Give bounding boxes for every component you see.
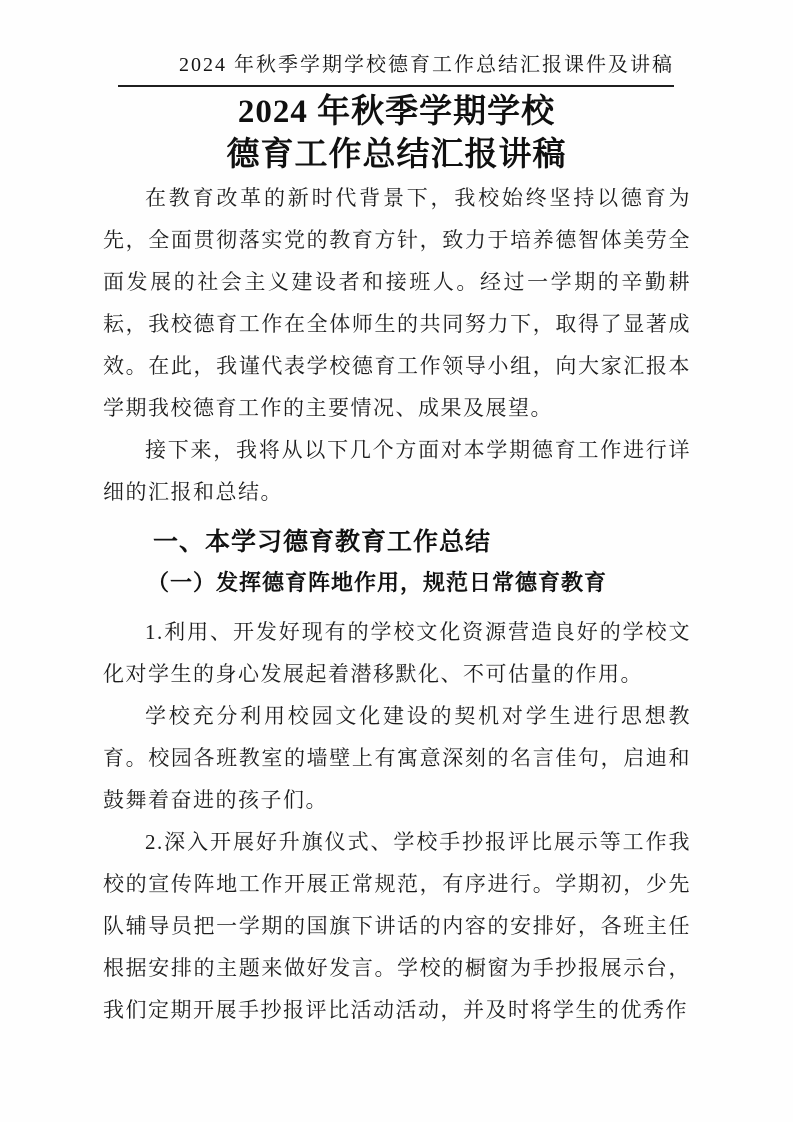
paragraph-item-2: 2.深入开展好升旗仪式、学校手抄报评比展示等工作我校的宣传阵地工作开展正常规范，有序进行。学期初，少先队辅导员把一学期的国旗下讲话的内容的安排好，各班主任根据安排的主题来做好发言。学校的橱窗为手抄报展示台，我们定期开展手抄报评比活动活动，并及时将学生的优秀作 — [103, 830, 691, 1022]
document-body — [103, 177, 691, 1031]
document-title — [0, 91, 793, 177]
document-title-line1: 2024 年秋季学期学校 — [237, 94, 556, 130]
paragraph-intro-2: 接下来，我将从以下几个方面对本学期德育工作进行详细的汇报和总结。 — [103, 438, 691, 504]
paragraph-intro-1: 在教育改革的新时代背景下，我校始终坚持以德育为先，全面贯彻落实党的教育方针，致力于培养德智体美劳全面发展的社会主义建设者和接班人。经过一学期的辛勤耕耘，我校德育工作在全体师生的共同努力下，取得了显著成效。在此，我谨代表学校德育工作领导小组，向大家汇报本学期我校德育工作的主要情况、成果及展望。 — [103, 186, 691, 420]
document-title-line2: 德育工作总结汇报讲稿 — [226, 137, 567, 173]
page-header — [118, 52, 674, 87]
paragraph-item-1-detail: 学校充分利用校园文化建设的契机对学生进行思想教育。校园各班教室的墙壁上有寓意深刻的名言佳句，启迪和鼓舞着奋进的孩子们。 — [103, 704, 691, 812]
section-heading-1: 一、本学习德育教育工作总结 — [153, 529, 492, 556]
subsection-heading-1-1: （一）发挥德育阵地作用，规范日常德育教育 — [147, 570, 608, 595]
paragraph-item-1: 1.利用、开发好现有的学校文化资源营造良好的学校文化对学生的身心发展起着潜移默化、不可估量的作用。 — [103, 620, 691, 686]
running-header-text: 2024 年秋季学期学校德育工作总结汇报课件及讲稿 — [179, 54, 674, 76]
